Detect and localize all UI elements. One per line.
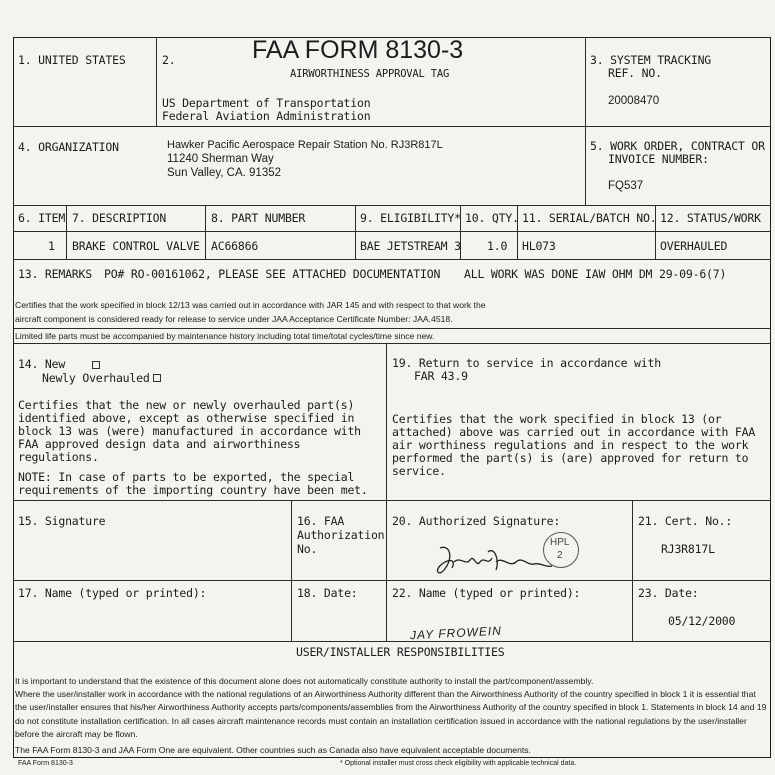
rule [13, 259, 771, 260]
remarks-po: PO# RO-00161062, PLEASE SEE ATTACHED DOCUMENTATION [104, 267, 441, 281]
footer-note: * Optional installer must cross check eligibility with applicable technical data. [340, 760, 577, 767]
name17-label: 17. Name (typed or printed): [18, 586, 207, 600]
rule [156, 37, 157, 126]
stamp-text: HPL [550, 537, 570, 548]
rule [13, 231, 771, 232]
form-subtitle: AIRWORTHINESS APPROVAL TAG [290, 68, 450, 80]
block3-label: 3. SYSTEM TRACKING [590, 53, 712, 67]
work-order-label2: INVOICE NUMBER: [608, 152, 709, 166]
date18-label: 18. Date: [297, 586, 358, 600]
rule [386, 343, 387, 641]
organization-line3: Sun Valley, CA. 91352 [167, 167, 282, 179]
organization-line1: Hawker Pacific Aerospace Repair Station No. RJ3R817L [167, 139, 443, 151]
name22-label: 22. Name (typed or printed): [392, 586, 581, 600]
organization-label: 4. ORGANIZATION [18, 140, 119, 154]
cert-no-value: RJ3R817L [661, 542, 715, 556]
col-header-description: 7. DESCRIPTION [72, 211, 167, 225]
auth-signature-label: 20. Authorized Signature: [392, 514, 561, 528]
block19-title2: FAR 43.9 [414, 369, 468, 383]
rule [13, 580, 771, 581]
block2-label: 2. [162, 53, 176, 67]
remarks-all-work: ALL WORK WAS DONE IAW OHM DM 29-09-6(7) [464, 267, 727, 281]
dept-line2: Federal Aviation Administration [162, 109, 371, 123]
col-header-eligibility: 9. ELIGIBILITY* [360, 211, 461, 225]
row-item: 1 [48, 239, 55, 253]
handwritten-signature [430, 540, 555, 580]
rule [205, 205, 206, 259]
col-header-status: 12. STATUS/WORK [660, 211, 761, 225]
row-description: BRAKE CONTROL VALVE [72, 239, 200, 253]
row-status: OVERHAULED [660, 239, 728, 253]
user-installer-title: USER/INSTALLER RESPONSIBILITIES [296, 645, 505, 659]
row-serial: HL073 [522, 239, 556, 253]
rule [13, 500, 771, 501]
date23-label: 23. Date: [638, 586, 699, 600]
rule [585, 37, 586, 205]
date23-value: 05/12/2000 [668, 614, 736, 628]
col-header-part-number: 8. PART NUMBER [211, 211, 306, 225]
block19-title: 19. Return to service in accordance with [392, 356, 661, 370]
user-installer-p1: It is important to understand that the existence of this document alone does not automatically constitute authority to install the part/component/assembly. [15, 676, 594, 686]
rule [355, 205, 356, 259]
cert-no-label: 21. Cert. No.: [638, 514, 733, 528]
remarks-label: 13. REMARKS [18, 267, 92, 281]
faa-auth-label3: No. [297, 542, 318, 556]
remarks-cert-line1: Certifies that the work specified in block 12/13 was carried out in accordance with JAR 145 and with respect to that work the [15, 300, 486, 310]
user-installer-p2: Where the user/installer work in accordance with the national regulations of an Airworthiness Authority different than the Airworthiness Authority of the country specified in block 1 it is essential that the user/installer ensures that his/her Airworthiness Authority accepts parts/components/assemblies from the Airworthiness Authority of the country specified in block 1. Statements in block 14 and 19 do not constitute installation certification. In all cases aircraft maintenance records must contain an installation certification issued in accordance with the national regulations by the user/installer before the aircraft may be flown. [15, 689, 767, 740]
work-order-value: FQ537 [608, 180, 644, 192]
block3-label2: REF. NO. [608, 66, 662, 80]
dept-line1: US Department of Transportation [162, 96, 371, 110]
remarks-cert-line2: aircraft component is considered ready for release to service under JAA Acceptance Certificate Number: JAA.4518. [15, 314, 453, 324]
block19-cert-text: Certifies that the work specified in block 13 (or attached) above was carried out in accordance with FAA air worthiness regulations and in respect to the work performed the part(s) is (are) approved for return to service. [392, 412, 756, 478]
user-installer-p3: The FAA Form 8130-3 and JAA Form One are equivalent. Other countries such as Canada also have equivalent acceptable documents. [15, 745, 531, 755]
rule [291, 500, 292, 641]
stamp-number: 2 [557, 550, 563, 561]
rule [13, 205, 771, 206]
block14-new-label: 14. New [18, 357, 66, 371]
block14-note-text: NOTE: In case of parts to be exported, the special requirements of the importing country have been met. [18, 470, 368, 497]
new-checkbox[interactable] [92, 361, 100, 369]
rule [66, 205, 67, 259]
rule [13, 343, 771, 344]
row-part-number: AC66866 [211, 239, 259, 253]
form-title: FAA FORM 8130-3 [252, 36, 464, 64]
col-header-serial: 11. SERIAL/BATCH NO. [522, 211, 657, 225]
col-header-qty: 10. QTY. [465, 211, 519, 225]
rule [13, 126, 771, 127]
block14-overhauled-label: Newly Overhauled [42, 371, 150, 385]
row-qty: 1.0 [487, 239, 508, 253]
rule [632, 500, 633, 641]
organization-line2: 11240 Sherman Way [167, 153, 274, 165]
block1-label: 1. UNITED STATES [18, 53, 126, 67]
col-header-item: 6. ITEM [18, 211, 66, 225]
rule [13, 641, 771, 642]
faa-auth-label2: Authorization [297, 528, 385, 542]
block14-cert-text: Certifies that the new or newly overhauled part(s) identified above, except as otherwise specified in block 13 was (were) manufactured in accordance with FAA approved design data and airworthiness regulations. [18, 398, 361, 464]
signature-label: 15. Signature [18, 514, 106, 528]
footer-form-id: FAA Form 8130-3 [18, 760, 73, 767]
name22-value: JAY FROWEIN [409, 623, 503, 643]
work-order-label: 5. WORK ORDER, CONTRACT OR [590, 139, 765, 153]
faa-auth-label1: 16. FAA [297, 514, 345, 528]
tracking-number: 20008470 [608, 95, 660, 107]
limited-life-note: Limited life parts must be accompanied by maintenance history including total time/total cycles/time since new. [15, 331, 435, 341]
rule [13, 328, 771, 329]
overhauled-checkbox[interactable] [153, 374, 161, 382]
row-eligibility: BAE JETSTREAM 3 [360, 239, 461, 253]
